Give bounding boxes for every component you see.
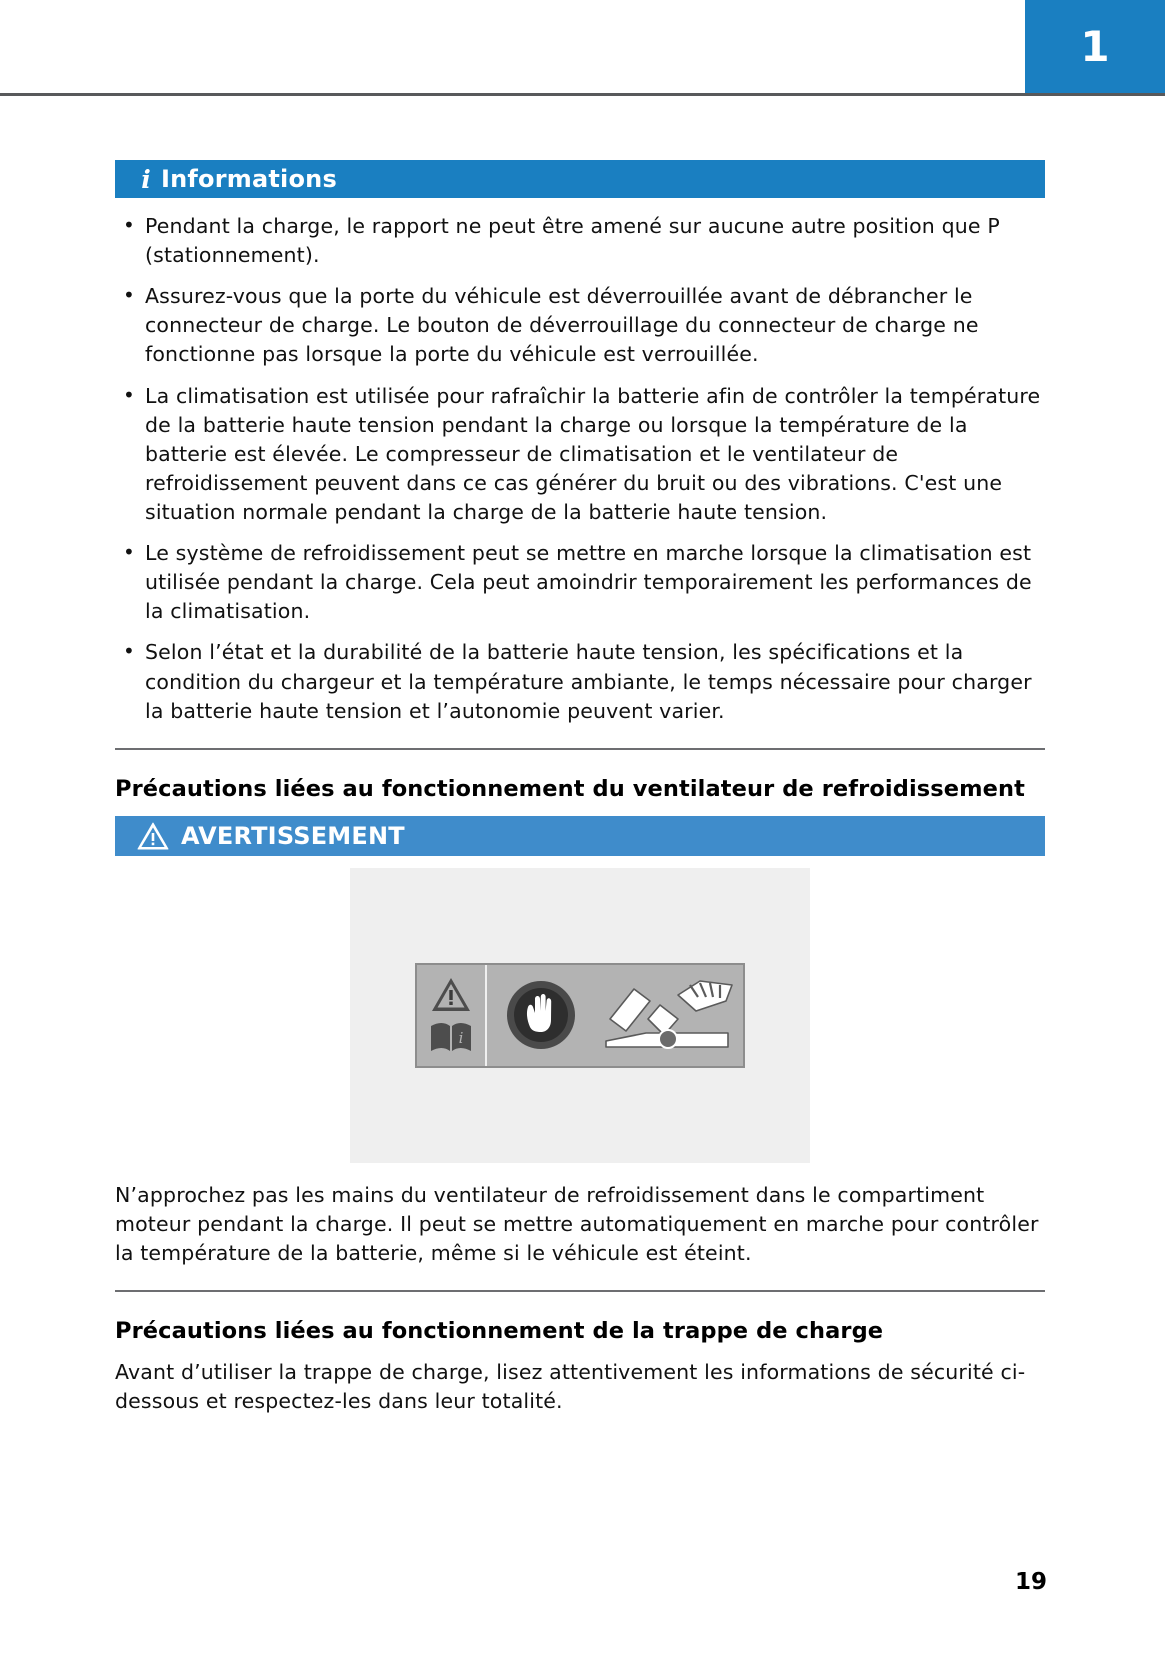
warning-label-right-panel	[595, 965, 743, 1066]
figure-container	[115, 868, 1045, 1163]
section-divider	[115, 1290, 1045, 1292]
list-item: • La climatisation est utilisée pour rafraîchir la batterie afin de contrôler la température de la batterie haute tension pendant la charge ou lorsque la température de la batterie est élevée. Le compresseur de climatisation et le ventilateur de refroidissement peuvent dans ce cas générer du bruit ou des vibrations. C'est une situation normale pendant la charge de la batterie haute tension.	[115, 382, 1045, 528]
warning-label-plate	[415, 963, 745, 1068]
read-manual-book-icon	[428, 1020, 474, 1054]
warning-triangle-icon	[430, 976, 472, 1014]
list-item: • Selon l’état et la durabilité de la batterie haute tension, les spécifications et la condition du chargeur et la température ambiante, le temps nécessaire pour charger la batterie haute tension et l’autonomie peuvent varier.	[115, 638, 1045, 725]
warning-bar-title: AVERTISSEMENT	[181, 821, 405, 850]
page-content	[115, 160, 1045, 1416]
chapter-tab	[1025, 0, 1165, 93]
page-number: 19	[1014, 1569, 1047, 1595]
cooling-fan-warning-text: N’approchez pas les mains du ventilateur de refroidissement dans le compartiment moteur pendant la charge. Il peut se mettre automatiquement en marche pour contrôler la température de la batterie, même si le véhicule est éteint.	[115, 1182, 1039, 1265]
list-item: • Assurez-vous que la porte du véhicule est déverrouillée avant de débrancher le connecteur de charge. Le bouton de déverrouillage du connecteur de charge ne fonctionne pas lorsque la porte du véhicule est verrouillée.	[115, 282, 1045, 369]
information-bullet-list	[115, 212, 1045, 726]
info-i-icon: i	[141, 164, 151, 194]
warning-bar	[115, 816, 1045, 856]
warning-triangle-icon	[137, 822, 169, 850]
svg-text:i: i	[458, 1029, 464, 1048]
list-item: • Pendant la charge, le rapport ne peut être amené sur aucune autre position que P (stationnement).	[115, 212, 1045, 270]
section-heading-charging-door: Précautions liées au fonctionnement de la trappe de charge	[115, 1318, 884, 1345]
information-bar-title: Informations	[161, 165, 337, 193]
section-divider	[115, 748, 1045, 750]
chapter-number: 1	[1080, 22, 1110, 71]
warning-label-left-panel	[417, 965, 487, 1066]
charging-door-text: Avant d’utiliser la trappe de charge, lisez attentivement les informations de sécurité ci-dessous et respectez-les dans leur totalité.	[115, 1360, 1026, 1414]
header-divider	[0, 93, 1165, 96]
list-item: • Le système de refroidissement peut se mettre en marche lorsque la climatisation est utilisée pendant la charge. Cela peut amoindrir temporairement les performances de la climatisation.	[115, 539, 1045, 626]
warning-label-center-panel	[487, 965, 595, 1066]
cooling-fan-warning-label-illustration	[350, 868, 810, 1163]
hand-caught-in-fan-icon	[604, 975, 734, 1055]
section-heading-cooling-fan: Précautions liées au fonctionnement du ventilateur de refroidissement	[115, 775, 1025, 802]
page-header	[0, 0, 1165, 96]
no-hands-icon	[499, 973, 583, 1057]
information-bar	[115, 160, 1045, 198]
